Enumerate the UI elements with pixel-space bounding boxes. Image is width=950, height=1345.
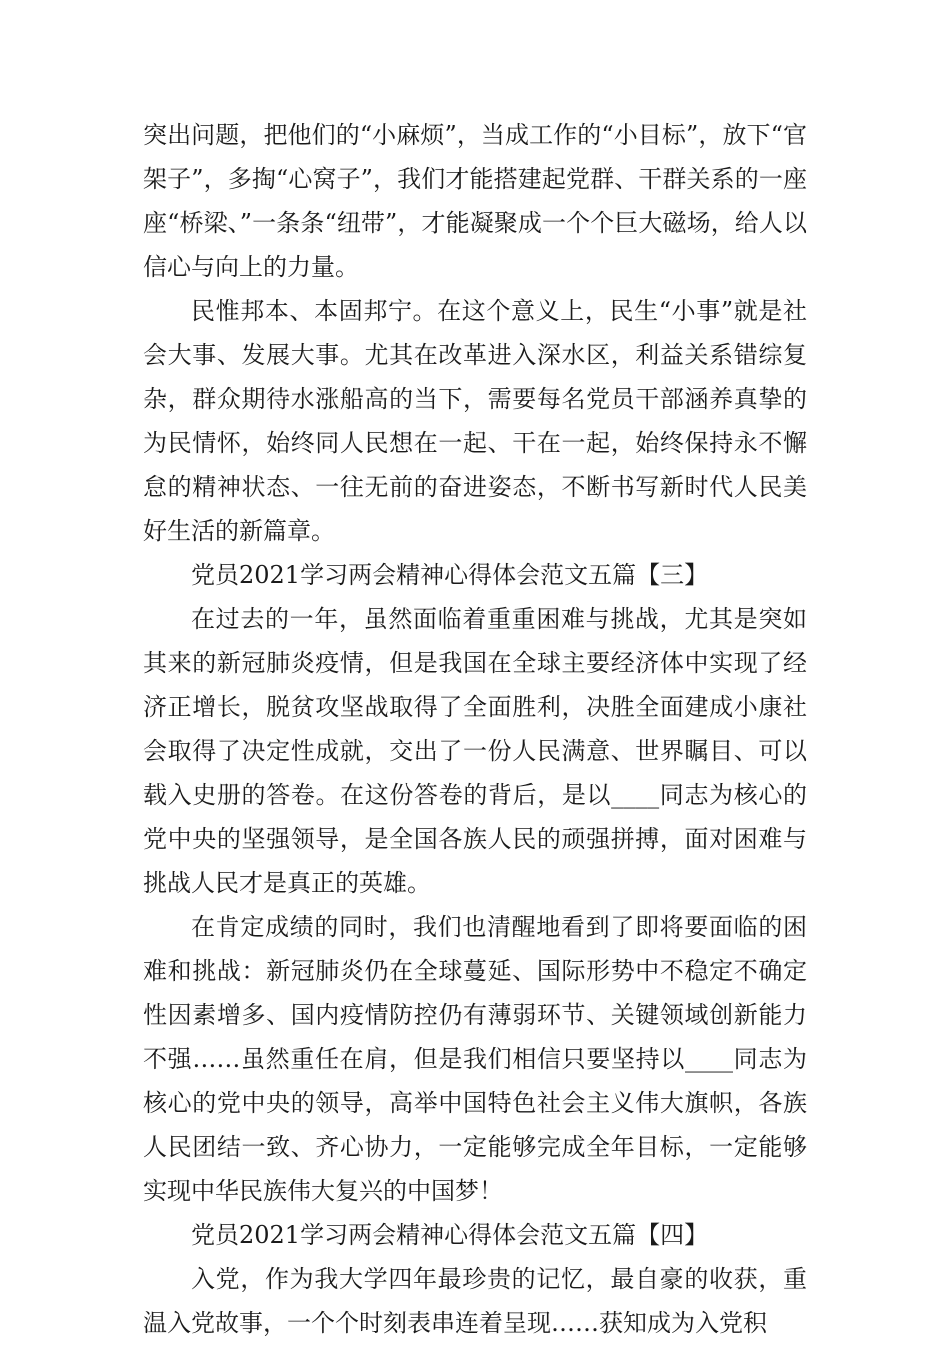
section-heading-4: 党员2021学习两会精神心得体会范文五篇【四】 [191,1221,709,1249]
paragraph: 在肯定成绩的同时，我们也清醒地看到了即将要面临的困难和挑战：新冠肺炎仍在全球蔓延、国际形势中不稳定不确定性因素增多、国内疫情防控仍有薄弱环节、关键领域创新能力不强……虽然重任在肩，但是我们相信只要坚持以____同志为核心的党中央的领导，高举中国特色社会主义伟大旗帜，各族人民团结一致、齐心协力，一定能够完成全年目标，一定能够实现中华民族伟大复兴的中国梦！ [143,913,807,1205]
paragraph: 在过去的一年，虽然面临着重重困难与挑战，尤其是突如其来的新冠肺炎疫情，但是我国在全球主要经济体中实现了经济正增长，脱贫攻坚战取得了全面胜利，决胜全面建成小康社会取得了决定性成就，交出了一份人民满意、世界瞩目、可以载入史册的答卷。在这份答卷的背后，是以____同志为核心的党中央的坚强领导，是全国各族人民的顽强拼搏，面对困难与挑战人民才是真正的英雄。 [143,605,807,897]
document-body [143,113,807,1345]
paragraph-continued: 突出问题，把他们的“小麻烦”，当成工作的“小目标”，放下“官架子”，多掏“心窝子”，我们才能搭建起党群、干群关系的一座座“桥梁、”一条条“纽带”，才能凝聚成一个个巨大磁场，给人以信心与向上的力量。 [143,121,807,281]
paragraph: 入党，作为我大学四年最珍贵的记忆，最自豪的收获，重温入党故事，一个个时刻表串连着呈现……获知成为入党积 [143,1265,807,1337]
section-heading-3: 党员2021学习两会精神心得体会范文五篇【三】 [191,561,709,589]
paragraph: 民惟邦本、本固邦宁。在这个意义上，民生“小事”就是社会大事、发展大事。尤其在改革进入深水区，利益关系错综复杂，群众期待水涨船高的当下，需要每名党员干部涵养真挚的为民情怀，始终同人民想在一起、干在一起，始终保持永不懈怠的精神状态、一往无前的奋进姿态，不断书写新时代人民美好生活的新篇章。 [143,297,807,545]
